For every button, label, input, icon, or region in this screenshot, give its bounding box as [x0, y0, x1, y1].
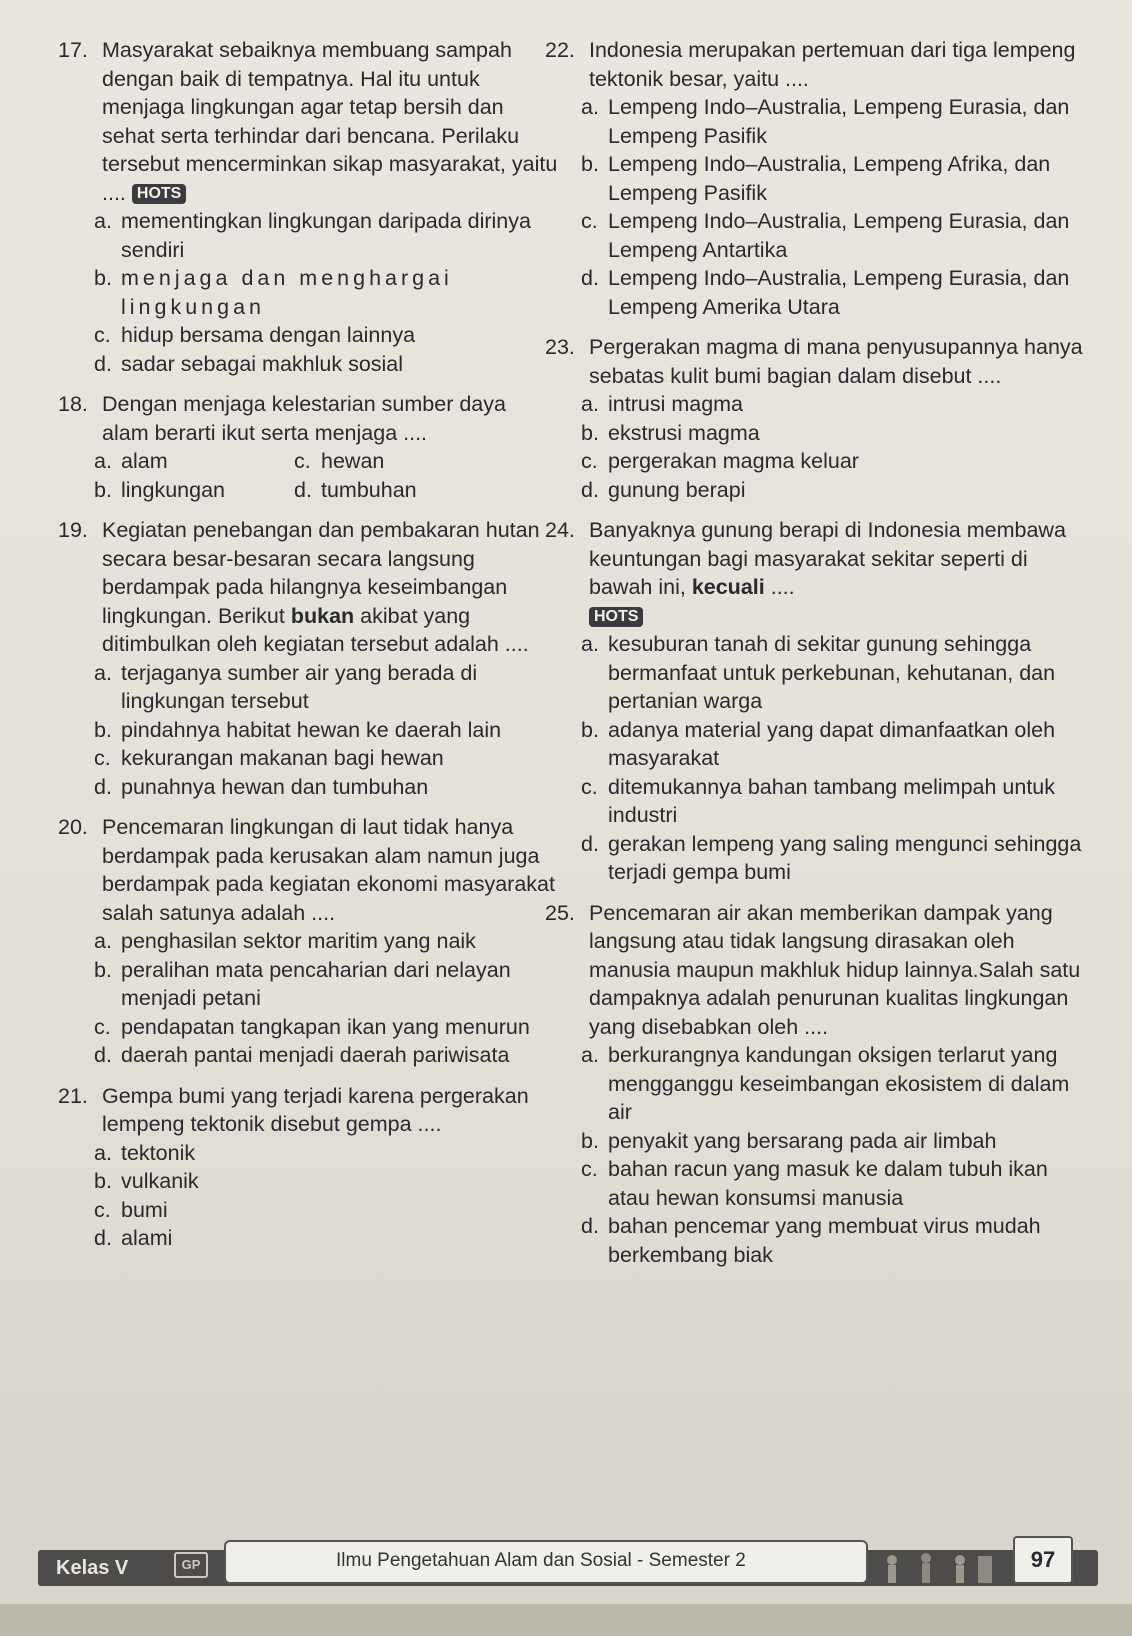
option-text: gerakan lempeng yang saling mengunci sehingga terjadi gempa bumi [608, 831, 1082, 884]
option-text: alami [121, 1226, 173, 1250]
option-letter: a. [581, 1043, 599, 1067]
page-footer [38, 1530, 1098, 1594]
option-text: mementingkan lingkungan daripada dirinya sendiri [121, 209, 531, 262]
option-text: tektonik [121, 1140, 196, 1165]
option-c[interactable] [581, 773, 1090, 830]
question-number: 25. [545, 900, 575, 925]
hots-badge: HOTS [132, 184, 186, 204]
option-text: sadar sebagai makhluk sosial [121, 351, 404, 376]
option-letter: c. [94, 1014, 111, 1039]
option-letter: c. [581, 774, 598, 799]
option-text: gunung berapi [608, 477, 746, 502]
option-c[interactable] [581, 207, 1090, 264]
options-list [58, 207, 558, 378]
option-letter: a. [581, 392, 599, 416]
option-b[interactable] [581, 716, 1090, 773]
question-25 [545, 899, 1090, 1270]
question-stem [545, 899, 1090, 1042]
option-a[interactable] [94, 927, 558, 956]
options-list [545, 630, 1090, 887]
option-b[interactable] [94, 264, 558, 321]
option-c[interactable] [581, 447, 1090, 476]
question-text: Dengan menjaga kelestarian sumber daya alam berarti ikut serta menjaga .... [102, 392, 506, 445]
option-text: bumi [121, 1197, 168, 1222]
option-b[interactable] [94, 476, 294, 505]
question-stem [58, 1082, 558, 1139]
ellipsis: .... [102, 180, 126, 205]
options-list [58, 927, 558, 1070]
left-column [58, 36, 558, 1259]
option-letter: b. [581, 152, 599, 176]
options-list [58, 659, 558, 802]
option-letter: d. [581, 831, 599, 856]
question-number: 22. [545, 38, 575, 62]
option-letter: b. [581, 717, 599, 742]
option-d[interactable] [581, 830, 1090, 887]
question-stem [58, 390, 558, 447]
question-number: 18. [58, 392, 88, 416]
option-letter: c. [581, 209, 598, 233]
option-letter: c. [94, 323, 111, 347]
option-text: kekurangan makanan bagi hewan [121, 746, 444, 770]
question-17 [58, 36, 558, 378]
option-letter: b. [94, 957, 112, 982]
question-20 [58, 813, 558, 1070]
options-list [545, 93, 1090, 321]
question-19 [58, 516, 558, 801]
question-stem [545, 36, 1090, 93]
option-text: pergerakan magma keluar [608, 449, 859, 473]
option-d[interactable] [94, 773, 558, 802]
question-21 [58, 1082, 558, 1253]
option-c[interactable] [94, 321, 558, 350]
option-letter: b. [94, 1169, 112, 1193]
question-text: Banyaknya gunung berapi di Indonesia membawa keuntungan bagi masyarakat sekitar seperti di bawah ini, [589, 518, 1066, 599]
question-stem [58, 813, 558, 927]
option-d[interactable] [294, 476, 494, 505]
question-number: 19. [58, 518, 88, 542]
options-list [545, 390, 1090, 504]
question-23 [545, 333, 1090, 504]
question-text: Pergerakan magma di mana penyusupannya hanya sebatas kulit bumi bagian dalam disebut .... [589, 335, 1083, 388]
option-b[interactable] [94, 716, 558, 745]
option-letter: b. [94, 477, 112, 502]
option-letter: d. [294, 477, 312, 502]
option-text: peralihan mata pencaharian dari nelayan menjadi petani [121, 957, 511, 1010]
option-text: vulkanik [121, 1169, 199, 1193]
option-d[interactable] [581, 476, 1090, 505]
option-letter: a. [94, 929, 112, 953]
question-number: 24. [545, 518, 575, 542]
option-text: ekstrusi magma [608, 420, 760, 445]
option-letter: a. [94, 449, 112, 473]
option-text: terjaganya sumber air yang berada di lingkungan tersebut [121, 660, 478, 713]
option-d[interactable] [581, 1212, 1090, 1269]
option-text: Lempeng Indo–Australia, Lempeng Eurasia, dan Lempeng Pasifik [608, 95, 1070, 148]
option-b[interactable] [581, 1127, 1090, 1156]
page-edge [0, 1604, 1132, 1636]
question-number: 23. [545, 335, 575, 359]
question-text: Pencemaran lingkungan di laut tidak hanya berdampak pada kerusakan alam namun juga berdampak pada kegiatan ekonomi masyarakat salah satunya adalah .... [102, 815, 555, 925]
question-number: 20. [58, 815, 88, 839]
option-letter: d. [94, 1226, 112, 1250]
option-text: punahnya hewan dan tumbuhan [121, 774, 429, 799]
option-text: bahan pencemar yang membuat virus mudah berkembang biak [608, 1214, 1041, 1267]
subject-title: Ilmu Pengetahuan Alam dan Sosial - Semester 2 [336, 1550, 746, 1571]
option-text: intrusi magma [608, 392, 744, 416]
question-stem [545, 516, 1090, 602]
option-text: adanya material yang dapat dimanfaatkan oleh masyarakat [608, 717, 1056, 770]
question-text: Masyarakat sebaiknya membuang sampah dengan baik di tempatnya. Hal itu untuk menjaga lingkungan agar tetap bersih dan sehat serta terhindar dari bencana. Perilaku tersebut mencerminkan sikap masyarakat, yaitu [102, 38, 558, 176]
option-c[interactable] [94, 1013, 558, 1042]
option-text: tumbuhan [321, 477, 417, 502]
question-24 [545, 516, 1090, 887]
option-c[interactable] [94, 744, 558, 773]
option-text: Lempeng Indo–Australia, Lempeng Eurasia, dan Lempeng Antartika [608, 209, 1070, 262]
option-text: daerah pantai menjadi daerah pariwisata [121, 1043, 510, 1067]
option-text: ditemukannya bahan tambang melimpah untuk industri [608, 774, 1056, 827]
question-text-end: akibat yang ditimbulkan oleh kegiatan tersebut adalah .... [102, 603, 529, 656]
question-number: 21. [58, 1083, 88, 1108]
right-column [545, 36, 1090, 1275]
option-letter: a. [581, 632, 599, 656]
option-letter: b. [94, 717, 112, 742]
option-text: pindahnya habitat hewan ke daerah lain [121, 717, 502, 742]
option-letter: d. [581, 1214, 599, 1238]
option-letter: c. [294, 449, 311, 473]
option-letter: d. [94, 351, 112, 376]
options-list [58, 1139, 558, 1253]
hots-badge: HOTS [589, 607, 643, 627]
option-text: kesuburan tanah di sekitar gunung sehingga bermanfaat untuk perkebunan, kehutanan, dan pertanian warga [608, 632, 1056, 713]
option-b[interactable] [94, 956, 558, 1013]
option-text: penghasilan sektor maritim yang naik [121, 929, 476, 953]
option-letter: a. [581, 95, 599, 119]
question-22 [545, 36, 1090, 321]
question-text: Pencemaran air akan memberikan dampak yang langsung atau tidak langsung dirasakan oleh manusia maupun makhluk hidup lainnya.Salah satu dampaknya adalah penurunan kualitas lingkungan yang disebabkan oleh .... [589, 900, 1081, 1039]
option-text: penyakit yang bersarang pada air limbah [608, 1128, 997, 1153]
question-stem [545, 333, 1090, 390]
option-a[interactable] [581, 630, 1090, 716]
option-c[interactable] [581, 1155, 1090, 1212]
option-text: Lempeng Indo–Australia, Lempeng Eurasia, dan Lempeng Amerika Utara [608, 266, 1070, 319]
option-letter: b. [94, 266, 112, 290]
question-number: 17. [58, 38, 88, 62]
option-a[interactable] [94, 447, 294, 476]
option-text: bahan racun yang masuk ke dalam tubuh ikan atau hewan konsumsi manusia [608, 1157, 1048, 1210]
question-emphasis: bukan [290, 603, 355, 628]
option-a[interactable] [581, 390, 1090, 419]
class-label: Kelas V [56, 1557, 129, 1579]
hots-line [58, 179, 558, 208]
question-text: Kegiatan penebangan dan pembakaran hutan secara besar-besaran secara langsung berdampak pada hilangnya keseimbangan lingkungan. Berikut [102, 518, 540, 628]
option-a[interactable] [94, 1139, 558, 1168]
option-letter: b. [581, 420, 599, 445]
question-text: Gempa bumi yang terjadi karena pergerakan lempeng tektonik disebut gempa .... [102, 1083, 529, 1136]
option-text: pendapatan tangkapan ikan yang menurun [121, 1014, 530, 1039]
option-text: alam [121, 449, 168, 473]
option-b[interactable] [581, 419, 1090, 448]
question-emphasis: kecuali [691, 575, 765, 599]
question-stem [58, 516, 558, 659]
option-text: menjaga dan menghargai lingkungan [121, 266, 453, 319]
option-b[interactable] [94, 1167, 558, 1196]
option-d[interactable] [94, 1041, 558, 1070]
question-stem [58, 36, 558, 179]
option-d[interactable] [94, 350, 558, 379]
options-grid [58, 447, 558, 504]
option-letter: c. [581, 449, 598, 473]
page-number: 97 [1013, 1536, 1073, 1584]
option-letter: d. [94, 774, 112, 799]
question-text-end: .... [770, 575, 795, 599]
option-text: Lempeng Indo–Australia, Lempeng Afrika, dan Lempeng Pasifik [608, 152, 1051, 205]
option-text: hewan [321, 449, 385, 473]
option-text: lingkungan [121, 477, 226, 502]
option-a[interactable] [94, 659, 558, 716]
option-text: berkurangnya kandungan oksigen terlarut yang mengganggu keseimbangan ekosistem di dalam air [608, 1043, 1070, 1124]
question-18 [58, 390, 558, 504]
option-letter: a. [94, 660, 112, 685]
option-a[interactable] [581, 93, 1090, 150]
option-letter: c. [581, 1157, 598, 1181]
option-letter: b. [581, 1128, 599, 1153]
option-c[interactable] [94, 1196, 558, 1225]
option-letter: d. [94, 1043, 112, 1067]
option-a[interactable] [94, 207, 558, 264]
option-c[interactable] [294, 447, 494, 476]
options-list [545, 1041, 1090, 1269]
option-letter: d. [581, 477, 599, 502]
option-a[interactable] [581, 1041, 1090, 1127]
option-d[interactable] [94, 1224, 558, 1253]
decorative-figures-icon [878, 1550, 998, 1586]
option-letter: d. [581, 266, 599, 290]
publisher-logo-icon: GP [174, 1552, 208, 1578]
subject-box [224, 1540, 868, 1584]
hots-line [545, 602, 1090, 631]
option-d[interactable] [581, 264, 1090, 321]
option-letter: c. [94, 1197, 111, 1222]
question-text: Indonesia merupakan pertemuan dari tiga lempeng tektonik besar, yaitu .... [589, 38, 1076, 91]
option-letter: c. [94, 746, 111, 770]
option-text: hidup bersama dengan lainnya [121, 323, 416, 347]
option-letter: a. [94, 1140, 112, 1165]
option-b[interactable] [581, 150, 1090, 207]
option-letter: a. [94, 209, 112, 233]
